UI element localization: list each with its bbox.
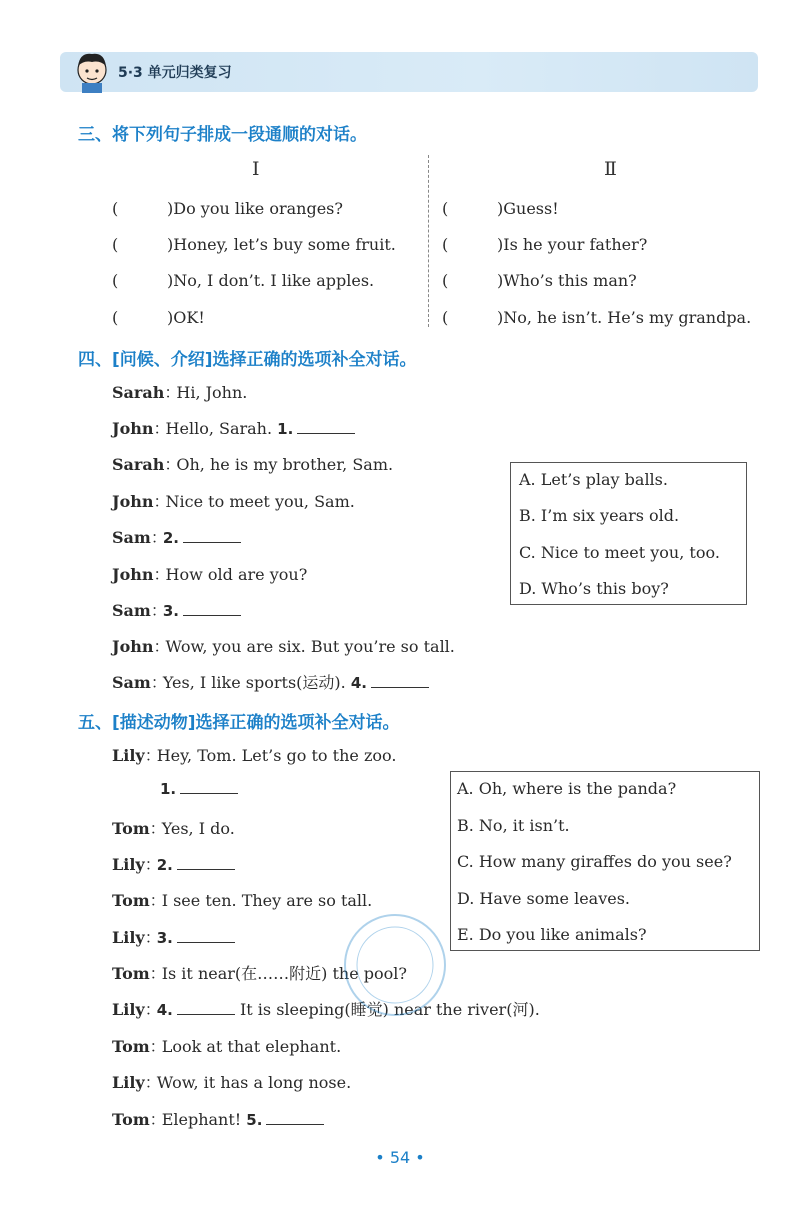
answer-blank[interactable] bbox=[177, 928, 235, 943]
dialogue-line: John：Wow, you are six. But you’re so tall. bbox=[112, 637, 455, 656]
speaker-name: Lily bbox=[112, 1073, 145, 1092]
dialogue-line: Tom：Is it near(在……附近) the pool? bbox=[112, 964, 407, 983]
paren-left: ( bbox=[442, 235, 449, 254]
dialogue-line: John：Hello, Sarah. 1. bbox=[112, 416, 355, 439]
blank-number: 3. bbox=[156, 929, 173, 947]
dialogue-line bbox=[160, 779, 238, 798]
ordering-sentence: No, I don’t. I like apples. bbox=[173, 271, 375, 290]
dialogue-line: Lily：4. It is sleeping(睡觉) near the river(河). bbox=[112, 1000, 540, 1019]
paren-left: ( bbox=[442, 199, 449, 218]
dialogue-text: It is sleeping(睡觉) near the river(河). bbox=[239, 1000, 540, 1019]
answer-blank[interactable] bbox=[177, 1000, 235, 1015]
ordering-item bbox=[112, 199, 343, 218]
dialogue-line: Tom：Elephant! 5. bbox=[112, 1107, 324, 1130]
dialogue-line: Tom：Look at that elephant. bbox=[112, 1037, 342, 1056]
dialogue-text: Wow, it has a long nose. bbox=[156, 1073, 352, 1092]
ordering-sentence: OK! bbox=[173, 308, 205, 327]
blank-number: 3. bbox=[162, 602, 180, 620]
ordering-sentence: No, he isn’t. He’s my grandpa. bbox=[503, 308, 752, 327]
watermark-stamp bbox=[340, 910, 450, 1020]
blank-number: 5. bbox=[246, 1111, 263, 1129]
dialogue-line: Tom：I see ten. They are so tall. bbox=[112, 891, 373, 910]
dialogue-text: I see ten. They are so tall. bbox=[161, 891, 373, 910]
speaker-name: Sam bbox=[112, 673, 151, 692]
speaker-name: Tom bbox=[112, 1037, 150, 1056]
paren-left: ( bbox=[442, 308, 449, 327]
option-item: D. Have some leaves. bbox=[457, 888, 631, 908]
blank-number: 1. bbox=[277, 420, 294, 438]
column-divider bbox=[428, 155, 429, 327]
option-item: E. Do you like animals? bbox=[457, 925, 647, 944]
dialogue-text: Yes, I do. bbox=[161, 819, 235, 838]
speaker-name: John bbox=[112, 565, 154, 584]
option-item: C. How many giraffes do you see? bbox=[457, 852, 732, 871]
answer-blank[interactable] bbox=[371, 673, 429, 688]
paren-left: ( bbox=[112, 235, 119, 254]
speaker-name: John bbox=[112, 492, 154, 511]
dialogue-line: Lily：3. bbox=[112, 925, 235, 948]
dialogue-text: Look at that elephant. bbox=[161, 1037, 342, 1056]
ordering-item bbox=[112, 271, 374, 290]
column-1-heading: Ⅰ bbox=[252, 158, 260, 180]
paren-right: ) bbox=[167, 199, 174, 218]
speaker-name: Tom bbox=[112, 891, 150, 910]
option-item: D. Who’s this boy? bbox=[519, 578, 669, 598]
option-item: A. Let’s play balls. bbox=[519, 470, 668, 489]
dialogue-text: Hey, Tom. Let’s go to the zoo. bbox=[156, 746, 397, 765]
option-item: B. No, it isn’t. bbox=[457, 815, 570, 835]
paren-left: ( bbox=[112, 308, 119, 327]
dialogue-text: How old are you? bbox=[165, 565, 308, 584]
speaker-name: Tom bbox=[112, 964, 150, 983]
ordering-item bbox=[112, 308, 205, 327]
dialogue-line: Sarah：Oh, he is my brother, Sam. bbox=[112, 455, 394, 474]
paren-right: ) bbox=[497, 308, 504, 327]
speaker-name: Sarah bbox=[112, 383, 165, 402]
speaker-name: Tom bbox=[112, 1110, 150, 1129]
dialogue-text: Oh, he is my brother, Sam. bbox=[176, 455, 394, 474]
ordering-item bbox=[442, 235, 647, 254]
option-item: C. Nice to meet you, too. bbox=[519, 542, 720, 562]
dialogue-text: Nice to meet you, Sam. bbox=[165, 492, 355, 511]
dialogue-line: Lily：2. bbox=[112, 852, 235, 875]
blank-number: 4. bbox=[156, 1001, 173, 1019]
dialogue-line: Lily：Hey, Tom. Let’s go to the zoo. bbox=[112, 746, 397, 765]
dialogue-line: Tom：Yes, I do. bbox=[112, 819, 235, 838]
option-item: A. Oh, where is the panda? bbox=[457, 779, 677, 798]
paren-right: ) bbox=[497, 235, 504, 254]
ordering-item bbox=[112, 235, 396, 254]
speaker-name: Tom bbox=[112, 819, 150, 838]
section4-title: 四、[问候、介绍]选择正确的选项补全对话。 bbox=[78, 350, 417, 370]
blank-number: 1. bbox=[160, 780, 177, 798]
answer-blank[interactable] bbox=[183, 601, 241, 616]
ordering-sentence: Is he your father? bbox=[503, 235, 648, 254]
ordering-sentence: Guess! bbox=[503, 199, 559, 218]
dialogue-line: John：Nice to meet you, Sam. bbox=[112, 492, 355, 511]
option-item: B. I’m six years old. bbox=[519, 506, 680, 526]
speaker-name: John bbox=[112, 637, 154, 656]
answer-blank[interactable] bbox=[297, 419, 355, 434]
section3-title: 三、将下列句子排成一段通顺的对话。 bbox=[78, 125, 367, 145]
answer-blank[interactable] bbox=[183, 528, 241, 543]
paren-left: ( bbox=[112, 199, 119, 218]
paren-right: ) bbox=[497, 199, 504, 218]
blank-number: 4. bbox=[350, 674, 367, 692]
paren-right: ) bbox=[167, 235, 174, 254]
speaker-name: Sam bbox=[112, 528, 151, 547]
speaker-name: Sarah bbox=[112, 455, 165, 474]
dialogue-text: Hello, Sarah. bbox=[165, 419, 273, 438]
answer-blank[interactable] bbox=[180, 779, 238, 794]
speaker-name: Sam bbox=[112, 601, 151, 620]
speaker-name: Lily bbox=[112, 1000, 145, 1019]
paren-left: ( bbox=[112, 271, 119, 290]
ordering-sentence: Do you like oranges? bbox=[173, 199, 343, 218]
dialogue-line: Sam：2. bbox=[112, 525, 241, 548]
ordering-item bbox=[442, 271, 637, 290]
speaker-name: Lily bbox=[112, 928, 145, 947]
ordering-sentence: Who’s this man? bbox=[503, 271, 637, 290]
paren-right: ) bbox=[497, 271, 504, 290]
header-title: 5·3 单元归类复习 bbox=[118, 65, 232, 81]
dialogue-line: John：How old are you? bbox=[112, 565, 308, 584]
blank-number: 2. bbox=[156, 856, 173, 874]
dialogue-line: Lily：Wow, it has a long nose. bbox=[112, 1073, 352, 1092]
dialogue-line: Sam：3. bbox=[112, 598, 241, 621]
column-2-heading: Ⅱ bbox=[604, 158, 617, 180]
dialogue-text: Wow, you are six. But you’re so tall. bbox=[165, 637, 455, 656]
dialogue-line: Sarah：Hi, John. bbox=[112, 383, 248, 402]
page-number: • 54 • bbox=[375, 1148, 425, 1167]
answer-blank[interactable] bbox=[266, 1110, 324, 1125]
ordering-sentence: Honey, let’s buy some fruit. bbox=[173, 235, 396, 254]
ordering-item bbox=[442, 199, 559, 218]
paren-right: ) bbox=[167, 271, 174, 290]
dialogue-text: Is it near(在……附近) the pool? bbox=[161, 964, 407, 983]
mascot-icon bbox=[72, 50, 112, 94]
dialogue-line: Sam：Yes, I like sports(运动). 4. bbox=[112, 670, 429, 693]
ordering-item bbox=[442, 308, 751, 327]
answer-blank[interactable] bbox=[177, 855, 235, 870]
speaker-name: Lily bbox=[112, 746, 145, 765]
speaker-name: Lily bbox=[112, 855, 145, 874]
paren-left: ( bbox=[442, 271, 449, 290]
dialogue-text: Elephant! bbox=[161, 1110, 242, 1129]
dialogue-text: Yes, I like sports(运动). bbox=[162, 673, 346, 692]
paren-right: ) bbox=[167, 308, 174, 327]
dialogue-text: Hi, John. bbox=[176, 383, 248, 402]
speaker-name: John bbox=[112, 419, 154, 438]
section5-title: 五、[描述动物]选择正确的选项补全对话。 bbox=[78, 713, 400, 733]
blank-number: 2. bbox=[162, 529, 180, 547]
